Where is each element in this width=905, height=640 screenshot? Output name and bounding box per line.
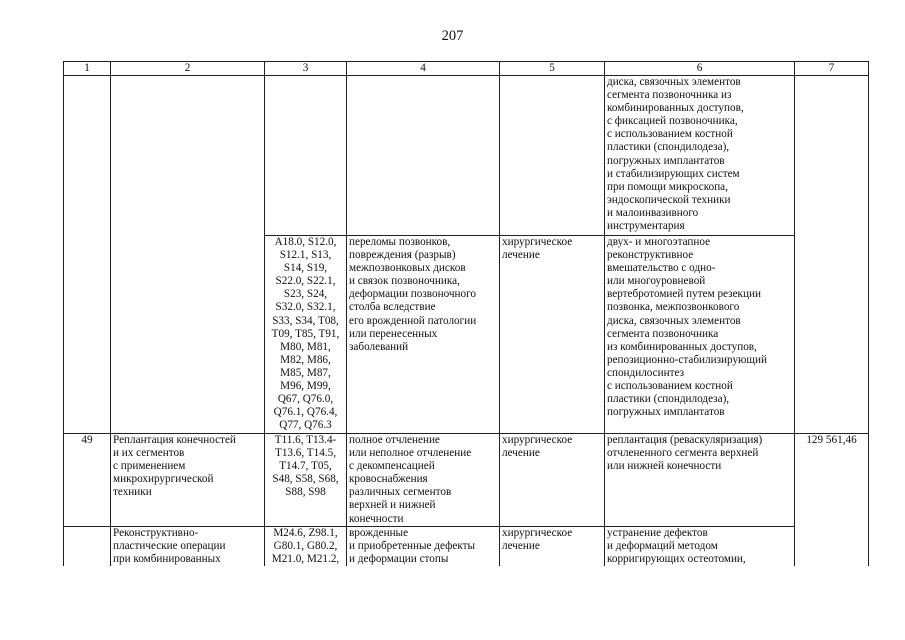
codes-cell [265,76,347,236]
cost-cell: 129 561,46 [795,434,869,567]
diagnosis-cell [347,76,500,236]
table-row [64,526,869,566]
row-number-cell: 49 [64,434,111,527]
page-number: 207 [441,28,464,44]
methods-cell: диска, связочных элементов сегмента позвоночника из комбинированных доступов, с фиксацией позвоночника, с использованием костной пластики (спондилодеза), погружных имплантатов и стабилизирующих систем при помощи микроскопа, эндоскопической техники и малоинвазивного инструментария [605,76,795,236]
methods-cell: реплантация (реваскуляризация) отчлененного сегмента верхней или нижней конечности [605,434,795,527]
codes-cell: M24.6, Z98.1, G80.1, G80.2, M21.0, M21.2, [265,526,347,566]
codes-cell: T11.6, T13.4- T13.6, T14.5, T14.7, T05, S48, S58, S68, S88, S98 [265,434,347,527]
table-row [64,434,869,527]
row-number-cell [64,76,111,434]
name-cell: Реконструктивно- пластические операции при комбинированных [111,526,265,566]
column-number: 2 [111,62,265,76]
methods-cell: устранение дефектов и деформаций методом корригирующих остеотомии, [605,526,795,566]
column-number: 1 [64,62,111,76]
treatment-cell: хирургическое лечение [500,526,605,566]
treatment-cell: хирургическое лечение [500,434,605,527]
diagnosis-cell: полное отчленение или неполное отчленение с декомпенсацией кровоснабжения различных сегментов верхней и нижней конечности [347,434,500,527]
name-cell [111,76,265,434]
table-row [64,76,869,236]
treatment-cell [500,76,605,236]
methods-cell: двух- и многоэтапное реконструктивное вмешательство с одно- или многоуровневой вертебротомией путем резекции позвонка, межпозвонкового диска, связочных элементов сегмента позвоночника из комбинированных доступов, репозиционно-стабилизирующий спондилосинтез с использованием костной пластики (спондилодеза), погружных имплантатов [605,236,795,434]
name-cell: Реплантация конечностей и их сегментов с применением микрохирургической техники [111,434,265,527]
diagnosis-cell: врожденные и приобретенные дефекты и деформации стопы [347,526,500,566]
treatment-cell: хирургическое лечение [500,236,605,434]
medical-care-table [63,61,869,566]
column-number: 4 [347,62,500,76]
column-number: 5 [500,62,605,76]
column-number: 6 [605,62,795,76]
diagnosis-cell: переломы позвонков, повреждения (разрыв) межпозвонковых дисков и связок позвоночника, деформации позвоночного столба вследствие его врожденной патологии или перенесенных заболеваний [347,236,500,434]
column-number-row [64,62,869,76]
column-number: 3 [265,62,347,76]
codes-cell: A18.0, S12.0, S12.1, S13, S14, S19, S22.0, S22.1, S23, S24, S32.0, S32.1, S33, S34, T08, T09, T85, T91, M80, M81, M82, M86, M85, M87, M96, M99, Q67, Q76.0, Q76.1, Q76.4, Q77, Q76.3 [265,236,347,434]
row-number-cell [64,526,111,566]
cost-cell [795,76,869,434]
column-number: 7 [795,62,869,76]
